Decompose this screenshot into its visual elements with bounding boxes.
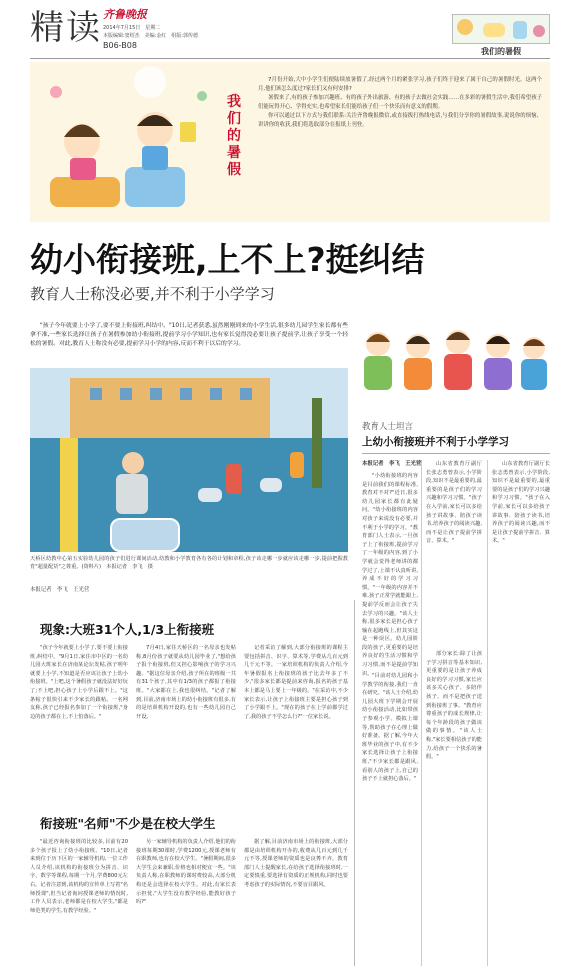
side-column-extra: 山东省教育厅副厅长张志勇曾表示,小学阶段,知识不是最重要的,最重要的是孩子们的学习兴趣和学习习惯。"孩子在入学前,家长可以多给孩子讲故事、陪孩子读书,培养孩子的阅读兴趣,而不是让孩子提前学拼音、算术。": [492, 461, 550, 545]
editor-line: 本版编辑:窦绍杰 美编:金红 组版:郭传德: [103, 33, 199, 39]
feature-intro-paragraph: 你可以通过以下方式与我们联系:关注齐鲁晚报微信,或直接拨打热线电话,与我们分享你的暑假故事,说说你的烦恼、讲讲你的收获,我们将选取部分在报纸上刊登。: [258, 113, 542, 128]
page-range: B06-B08: [103, 41, 137, 50]
feature-intro-paragraph: 7月份开始,大中小学生们便陆续放暑假了,经过两个月的紧张学习,孩子们终于迎来了属于自己的暑假时光。这两个月,他们该怎么度过?家长们又有何安排?: [258, 77, 542, 92]
section1-column: 记者采访了解到,大部分衔接班的课程主要包括拼音、识字、算术等,学费从几百元到几千元不等。一家培训机构的负责人介绍,今年暑假报名上衔接班的孩子比去年多了不少,"很多家长都是提前来咨询,报名的孩子基本上都是马上要上一年级的。"在采访中,不少家长表示,让孩子上衔接班主要是担心孩子到了小学跟不上。"现在的孩子在上学前都学过了,我的孩子不学怎么行?"一位家长说。: [244, 645, 348, 720]
photo-caption: 天桥区幼教中心第五实验幼儿园的孩子们进行课间活动,幼教和小学教育各有各的计划和章程,孩子该走哪一步就应该走哪一步,提前把握教育"超量配货"之尊重。(资料片) 本报记者 李飞 摄: [30, 556, 348, 571]
section2-column: "最近咨询衔接班的比较多,目前有20多个孩子报上了幼小衔接班。"10日,记者来到位于历下区的一家辅导机构,一位工作人员介绍,该机构的衔接班分为拼音、识字、数学等课程,每期一个月,学费800元左右。记者注意到,该机构的宣传单上写着"名师授课",但当记者询问授课老师的情况时,工作人员表示,老师都是在校大学生,"都是师范类的学生,有教学经验。": [30, 839, 128, 914]
main-side-divider: [354, 600, 355, 966]
section2-title: 衔接班"名师"不少是在校大学生: [40, 816, 216, 831]
section2-column: 据了解,目前济南市场上的衔接班,大部分都是由培训机构开办的,收费从几百元到几千元不等,授课老师的资质也是良莠不齐。教育部门人士提醒家长,在给孩子选择衔接班时,一定要慎重,要选择有资质的正规机构,同时也要考虑孩子的实际情况,不要盲目跟风。: [244, 839, 348, 888]
section-title: 精读: [30, 8, 102, 48]
side-column: "小幼衔接班的内容是目前我们的课程标准,教育对不对?"近日,很多幼儿园家长都有此疑问。"幼小衔接班的内容对孩子来说没有必要,并不利于小学的学习。"教育部门人士表示,一旦孩子上了衔接班,提前学习了一年级的内容,到了小学就会觉得老师讲的都学过了,上课不认真听讲,养成不好的学习习惯。"一年级的内容并不难,孩子正常学就能跟上,提前学反而会让孩子失去学习的兴趣。"该人士称,很多家长是担心孩子输在起跑线上,但其实这是一种误区。幼儿园阶段的孩子,更重要的是培养良好的生活习惯和学习习惯,而不是提前学知识。: [362, 473, 418, 677]
summer-kids-illustration: [30, 62, 230, 222]
paper-logo: 齐鲁晚报: [103, 8, 147, 21]
feature-vertical-title: 我们的暑假: [227, 94, 241, 178]
side-column: "目前对幼儿园和小学教学的衔接,我们一直在研究。"该人士介绍,幼儿园大班下学期会开展幼小衔接活动,比如带孩子参观小学、模拟上课等,帮助孩子在心理上做好准备。据了解,今年大班毕业的孩子中,有不少家长选择让孩子上衔接班,"不少家长都是跟风,看别人的孩子上,自己的孩子不上就担心落后。": [362, 673, 418, 783]
side-column: 山东省教育厅副厅长张志勇曾表示,小学阶段,知识不是最重要的,最重要的是孩子们的学习兴趣和学习习惯。"孩子在入学前,家长可以多给孩子讲故事、陪孩子读书,培养孩子的阅读兴趣,而不是让孩子提前学拼音、算术。": [426, 461, 482, 545]
side-title: 上幼小衔接班并不利于小学学习: [362, 436, 509, 448]
side-column-rule: [487, 460, 488, 966]
corner-caption: 我们的暑假: [481, 47, 521, 56]
side-kicker: 教育人士坦言: [362, 422, 414, 432]
side-byline: 本报记者 李飞 王光营: [362, 461, 422, 467]
side-column: 部分家长:除了让孩子学习拼音等基本知识,更重要的是让孩子养成良好的学习习惯,家长应该多关心孩子、多陪伴孩子。而不是把孩子送到衔接班了事。"教育应尊重孩子的成长规律,让每个年龄段的孩子做该做的事情。"该人士称,"家长要相信孩子的能力,给孩子一个快乐的暑假。": [426, 651, 482, 761]
side-rule: [362, 453, 550, 454]
section1-column: "孩子今年就要上小学了,要不要上衔接班,纠结中。"9月1日,家住市中区的一名幼儿园大班家长在济南某论坛发帖,孩子明年就要上小学,不知道是否应该让孩子上幼小衔接班。"上吧,这个暑假孩子就没法好好玩了;不上吧,担心孩子上小学后跟不上。"这条帖子很快引来不少家长的跟帖。一名网友称,孩子已经报名参加了一个衔接班,"身边的孩子都在上,不上怕落后。": [30, 645, 128, 720]
kids-cartoon-illustration: [356, 324, 550, 390]
headline-subtitle: 教育人士称没必要,并不利于小学学习: [30, 285, 275, 303]
masthead-rule: [30, 58, 550, 59]
corner-thumbnail: [452, 14, 550, 44]
lead-paragraph: "孩子今年就要上小学了,要不要上衔接班,纠结中。"10日,记者获悉,虽然刚刚到来的小学生活,很多幼儿园学生家长都有些拿不准,一些家长选择让孩子在暑假参加幼小衔接班,提前学习小学知识,也有家长觉得没必要让孩子提前学,让孩子享受一个轻松的暑假。对此,教育人士称没有必要,提前学习小学的内容,反而不利于以后的学习。: [30, 323, 348, 348]
masthead: [0, 0, 580, 60]
main-byline: 本报记者 李飞 王光营: [30, 587, 90, 593]
feature-intro: [258, 76, 542, 130]
playground-photo: [30, 368, 348, 552]
headline: 幼小衔接班,上不上?挺纠结: [30, 240, 425, 279]
section2-column: 另一家辅导机构的负责人介绍,他们的衔接班每期30课时,学费1200元,授课老师有在职教师,也有在校大学生。"暑假期间,很多大学生会来兼职,价格也相对便宜一些。"该负责人称,在职教师的课时费较高,大部分机构还是会选择在校大学生。对此,有家长表示担忧,"大学生没有教学经验,能教好孩子吗?": [136, 839, 236, 906]
section1-column: 7月4日,家住天桥区的一名母亲也发帖称,8月份孩子就要从幼儿园毕业了,"想给孩子报个衔接班,但又担心影响孩子的学习兴趣。"据这位母亲介绍,孩子所在的班级一共有31个孩子,其中有1/3的孩子都报了衔接班。"大家都在上,我也很纠结。"记者了解到,目前,济南市场上的幼小衔接班有很多,有的是培训机构开设的,也有一些幼儿园自己开设。: [136, 645, 236, 720]
feature-intro-paragraph: 暑假来了,有的孩子参加兴趣班、有的孩子外出旅游、有的孩子去做社会实践……在多彩的暑假生活中,我们希望孩子们能玩得开心、学得充实,也希望家长们能给孩子们一个快乐而有意义的假期。: [258, 95, 542, 110]
feature-panel: [30, 62, 550, 222]
date-line: 2014年7月15日 星期二: [103, 25, 161, 31]
side-column-rule: [421, 460, 422, 966]
section1-title: 现象:大班31个人,1/3上衔接班: [40, 622, 215, 637]
